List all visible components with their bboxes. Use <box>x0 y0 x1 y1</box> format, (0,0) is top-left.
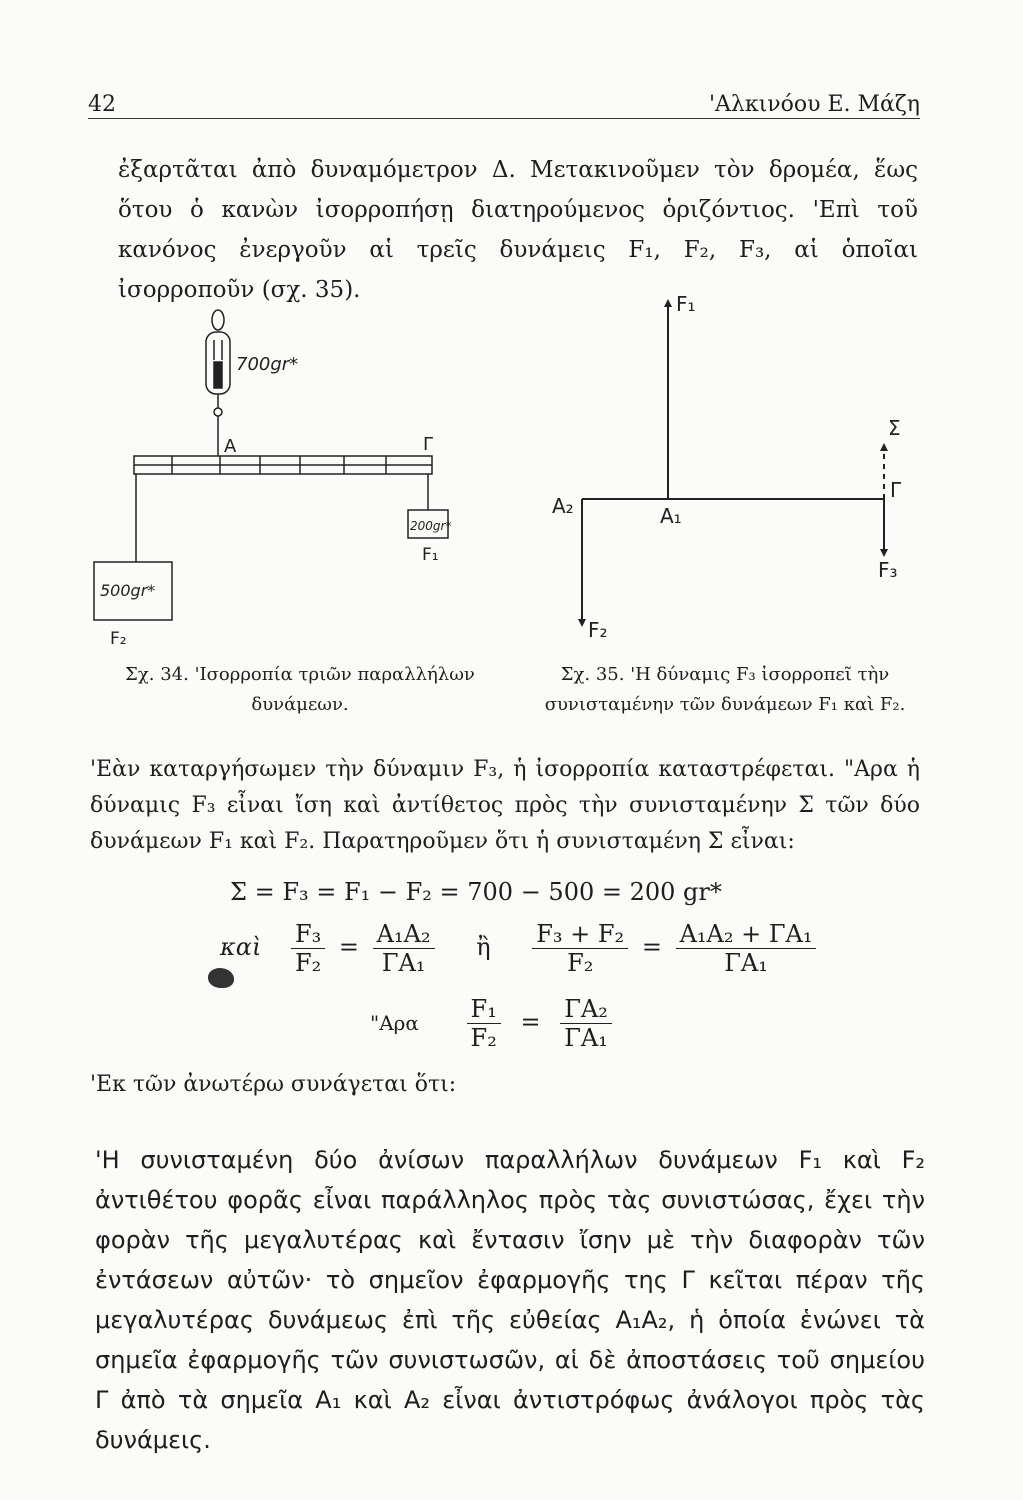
fraction-f3f2-over-f2: $\frac{\text{F₃ + F₂}}{\text{F₂}}$ <box>532 920 628 977</box>
f1-label: F₁ <box>676 292 696 316</box>
fraction-a1a2ga1-over-ga1: $\frac{\text{Α₁Α₂ + ΓΑ₁}}{\text{ΓΑ₁}}$ <box>676 920 817 977</box>
figure-34-caption-line1: Σχ. 34. 'Ισορροπία τριῶν παραλλήλων <box>125 664 475 685</box>
dynamometer-ring <box>212 310 224 330</box>
rule-paragraph: 'Η συνισταμένη δύο ἀνίσων παραλλήλων δυνάμεων F₁ καὶ F₂ ἀντιθέτου φορᾶς εἶναι παράλληλος πρὸς τὰς συνιστώσας, ἔχει τὴν φορὰν τῆς μεγαλυτέρας καὶ ἔντασιν ἴσην μὲ τὴν διαφορὰν τῶν ἐντάσεων αὐτῶν· τὸ σημεῖον ἐφαρμογῆς της Γ κεῖται πέραν τῆς μεγαλυτέρας δυνάμεως ἐπὶ τῆς εὐθείας Α₁Α₂, ἡ ὁποία ἑνώνει τὰ σημεῖα ἐφαρμογῆς τῶν συνιστωσῶν, αἱ δὲ ἀποστάσεις τοῦ σημείου Γ ἀπὸ τὰ σημεῖα Α₁ καὶ Α₂ εἶναι ἀντιστρόφως ἀνάλογοι πρὸς τὰς δυνάμεις. <box>95 1146 925 1454</box>
figure-35-diagram <box>530 285 930 645</box>
weight-left-force: F₂ <box>110 629 127 649</box>
figure-35-caption-line2: συνισταμένην τῶν δυνάμεων F₁ καὶ F₂. <box>544 694 906 715</box>
fraction-f1-over-f2: $\frac{\text{F₁}}{\text{F₂}}$ <box>467 995 501 1052</box>
fraction-ga2-over-ga1: $\frac{\text{ΓΑ₂}}{\text{ΓΑ₁}}$ <box>560 995 612 1052</box>
weight-right-force: F₁ <box>422 545 439 565</box>
weight-right-label: 200gr* <box>410 519 452 533</box>
fraction-f3-over-f2: $\frac{\text{F₃}}{\text{F₂}}$ <box>291 920 325 977</box>
running-head-author: 'Αλκινόου Ε. Μάζη <box>708 92 920 117</box>
second-paragraph: 'Εὰν καταργήσωμεν τὴν δύναμιν F₃, ἡ ἰσορροπία καταστρέφεται. "Αρα ἡ δύναμις F₃ εἶναι ἴση καὶ ἀντίθετος πρὸς τὴν συνισταμένην Σ τῶν δύο δυνάμεων F₁ καὶ F₂. Παρατηροῦμεν ὅτι ἡ συνισταμένη Σ εἶναι: <box>90 757 920 854</box>
dynamometer-label: 700gr* <box>236 354 299 375</box>
point-a-label: Α <box>224 436 237 457</box>
word-ara: "Αρα <box>370 1011 419 1035</box>
header-rule <box>88 118 920 119</box>
equation-3: "Αρα $\frac{\text{F₁}}{\text{F₂}}$ = $\frac{\text{ΓΑ₂}}{\text{ΓΑ₁}}$ <box>370 995 612 1052</box>
intro-paragraph: ἐξαρτᾶται ἀπὸ δυναμόμετρον Δ. Μετακινοῦμεν τὸν δρομέα, ἕως ὅτου ὁ κανὼν ἰσορροπήσῃ διατηρούμενος ὁριζόντιος. 'Επὶ τοῦ κανόνος ἐνεργοῦν αἱ τρεῖς δυνάμεις F₁, F₂, F₃, αἱ ὁποῖαι ἰσορροποῦν (σχ. 35). <box>118 157 918 303</box>
weight-left-label: 500gr* <box>100 581 156 600</box>
point-g-label: Γ <box>423 434 434 455</box>
f2-label: F₂ <box>588 618 608 642</box>
equation-2: καὶ $\frac{\text{F₃}}{\text{F₂}}$ = $\frac{\text{Α₁Α₂}}{\text{ΓΑ₁}}$ ἢ $\frac{\text{F₃ + F₂}}{\text{F₂}}$ = $\frac{\text{Α₁Α₂ + ΓΑ₁}}{\text{ΓΑ₁}}$ <box>220 920 816 977</box>
a1-label: Α₁ <box>660 504 682 528</box>
ink-blot <box>208 968 234 988</box>
figure-34-diagram <box>90 300 490 660</box>
f3-label: F₃ <box>878 558 898 582</box>
conclusion-intro: 'Εκ τῶν ἀνωτέρω συνάγεται ὅτι: <box>90 1072 457 1097</box>
equation-1: Σ = F₃ = F₁ − F₂ = 700 − 500 = 200 gr* <box>230 878 722 906</box>
word-or: ἢ <box>476 933 491 961</box>
sigma-label: Σ <box>888 416 901 440</box>
figure-34-caption-line2: δυνάμεων. <box>251 694 349 715</box>
page-number: 42 <box>88 92 116 117</box>
g-label: Γ <box>890 478 902 502</box>
fraction-a1a2-over-ga1: $\frac{\text{Α₁Α₂}}{\text{ΓΑ₁}}$ <box>373 920 435 977</box>
figure-35-caption-line1: Σχ. 35. 'Η δύναμις F₃ ἰσορροπεῖ τὴν <box>560 664 890 685</box>
word-kai: καὶ <box>220 933 262 961</box>
a2-label: Α₂ <box>552 494 574 518</box>
